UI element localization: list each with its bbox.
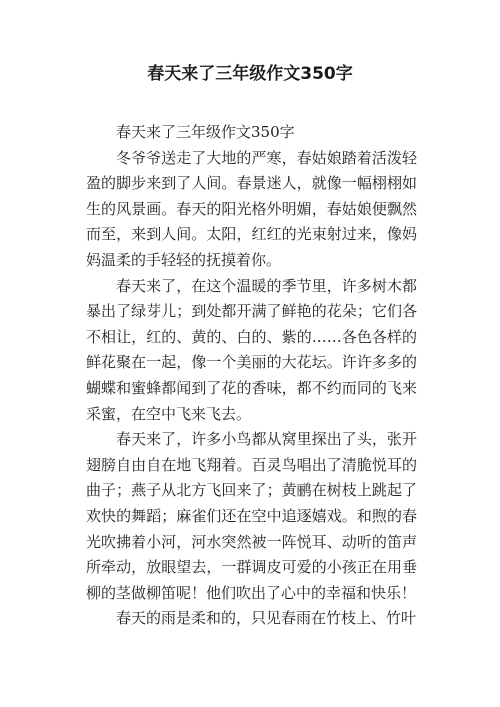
paragraph-2: 春天来了，在这个温暖的季节里，许多树木都暴出了绿芽儿；到处都开满了鲜艳的花朵；它们各不相让，红的、黄的、白的、紫的……各色各样的鲜花聚在一起，像一个美丽的大花坛。许许多多的蝴蝶和蜜蜂都闻到了花的香味，都不约而同的飞来采蜜，在空中飞来飞去。 <box>86 276 417 423</box>
document-body <box>86 120 417 632</box>
paragraph-1: 冬爷爷送走了大地的严寒，春姑娘踏着活泼轻盈的脚步来到了人间。春景迷人，就像一幅栩栩如生的风景画。春天的阳光格外明媚，春姑娘便飘然而至，来到人间。太阳，红红的光束射过来，像妈妈温柔的手轻轻的抚摸着你。 <box>86 148 417 269</box>
document-title: 春天来了三年级作文350字 <box>147 64 353 84</box>
paragraph-3: 春天来了，许多小鸟都从窝里探出了头，张开翅膀自由自在地飞翔着。百灵鸟唱出了清脆悦耳的曲子；燕子从北方飞回来了；黄鹂在树枝上跳起了欢快的舞蹈；麻雀们还在空中追逐嬉戏。和煦的春光吹拂着小河，河水突然被一阵悦耳、动听的笛声所牵动，放眼望去，一群调皮可爱的小孩正在用垂柳的茎做柳笛呢！他们吹出了心中的幸福和快乐！ <box>86 430 417 602</box>
paragraph-subtitle: 春天来了三年级作文350字 <box>116 123 295 141</box>
paragraph-4: 春天的雨是柔和的，只见春雨在竹枝上、竹叶 <box>116 609 417 628</box>
